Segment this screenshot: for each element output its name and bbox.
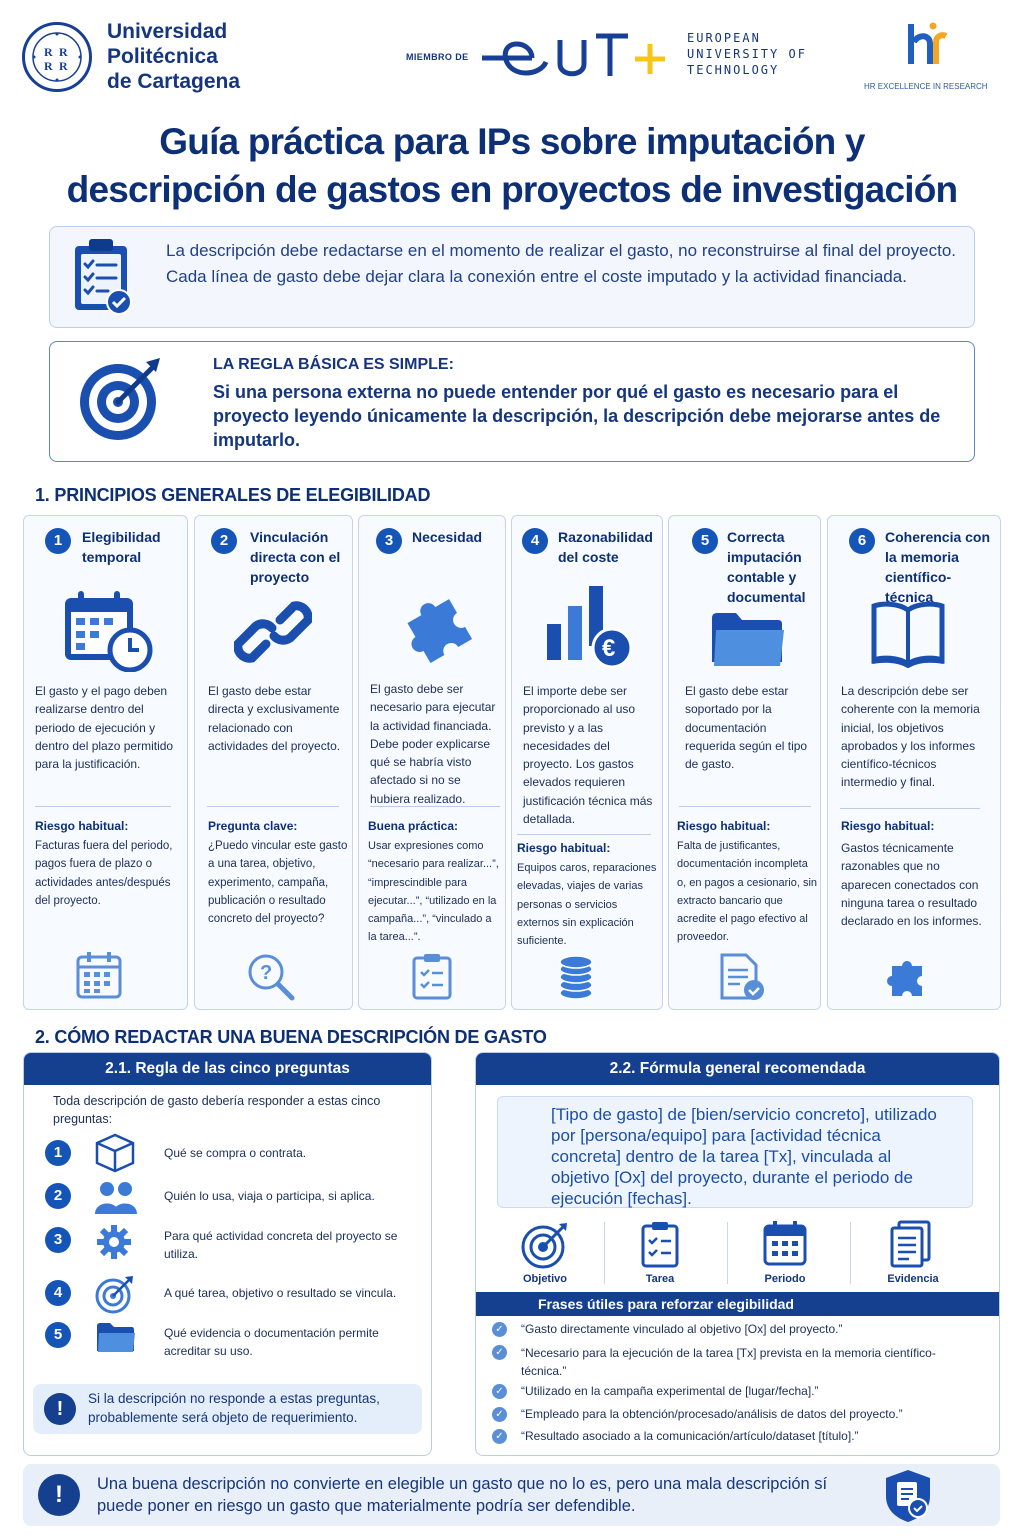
formula-text: [Tipo de gasto] de [bien/servicio concreto], utilizado por [persona/equipo] para [actividad técnica concreta] dentro de la tarea [Tx], vinculada al objetivo [Ox] del proyecto, durante el periodo de ejecución [fechas]. — [551, 1105, 937, 1208]
divider — [370, 806, 500, 807]
step-number: 5 — [692, 528, 718, 554]
useful-phrase: “Utilizado en la campaña experimental de [lugar/fecha].” — [521, 1384, 819, 1398]
question-text: A qué tarea, objetivo o resultado se vincula. — [164, 1286, 397, 1300]
clipboard-check-icon — [641, 1220, 679, 1273]
card-title: Coherencia con la memoria científico-técnica — [885, 529, 991, 605]
chain-link-icon — [234, 596, 312, 673]
panel-header: 2.1. Regla de las cinco preguntas — [24, 1053, 431, 1085]
check-icon: ✓ — [492, 1384, 507, 1399]
eut-name: EUROPEAN UNIVERSITY OF TECHNOLOGY — [687, 31, 807, 77]
divider — [35, 806, 171, 807]
useful-phrase: “Necesario para la ejecución de la tarea [Tx] prevista en la memoria científico-técnica.” — [521, 1346, 936, 1378]
question-text: Qué se compra o contrata. — [164, 1146, 307, 1160]
panel-header: 2.2. Fórmula general recomendada — [476, 1053, 999, 1085]
step-number: 3 — [45, 1227, 71, 1253]
card-subheading: Pregunta clave: — [208, 819, 298, 833]
svg-text:?: ? — [260, 962, 273, 984]
question-magnifier-icon — [246, 952, 298, 1007]
check-icon: ✓ — [492, 1345, 507, 1360]
icon-label: Objetivo — [522, 1273, 567, 1285]
check-icon: ✓ — [492, 1429, 507, 1444]
card-description: El gasto debe estar soportado por la documentación requerida según el tipo de gasto. — [685, 684, 808, 772]
icon-label: Evidencia — [887, 1273, 939, 1285]
step-number: 1 — [45, 528, 71, 554]
card-risk-text: ¿Puedo vincular este gasto a una tarea, objetivo, experimento, campaña, publicación o resultado concreto del proyecto? — [208, 840, 348, 926]
calendar-icon — [763, 1220, 807, 1271]
member-of-label: MIEMBRO DE — [406, 52, 469, 62]
card-risk-text: Equipos caros, reparaciones elevadas, viajes de varias personas o servicios externos sin explicación suficiente. — [517, 862, 657, 948]
card-title: Correcta imputación contable y documental — [727, 529, 806, 605]
divider — [604, 1222, 605, 1284]
card-description: El gasto debe estar directa y exclusivamente relacionado con actividades del proyecto. — [208, 684, 341, 753]
hr-excellence-logo — [900, 18, 950, 79]
target-icon — [521, 1221, 569, 1274]
card-risk-text: Usar expresiones como “necesario para realizar...”, “imprescindible para ejecutar...”, “utilizado en la campaña...”, “vinculado a la tarea...”. — [368, 840, 499, 944]
section-1-title: 1. PRINCIPIOS GENERALES DE ELEGIBILIDAD — [35, 485, 431, 505]
target-arrow-icon — [74, 352, 166, 449]
check-icon: ✓ — [492, 1322, 507, 1337]
university-name: Universidad Politécnica de Cartagena — [107, 20, 241, 93]
intro-text: La descripción debe redactarse en el momento de realizar el gasto, no reconstruirse al final del proyecto. Cada línea de gasto debe dejar clara la conexión entre el coste imputado y la actividad financiada. — [166, 241, 956, 286]
svg-text:R: R — [44, 45, 53, 59]
box-icon — [94, 1131, 136, 1178]
svg-text:R: R — [59, 45, 68, 59]
card-title: Vinculación directa con el proyecto — [250, 529, 341, 585]
clipboard-check-icon — [72, 236, 134, 323]
icon-label: Periodo — [764, 1273, 806, 1285]
card-description: El gasto y el pago deben realizarse dentro del periodo de ejecución y dentro del plazo permitido para la justificación. — [35, 684, 174, 772]
useful-phrase: “Gasto directamente vinculado al objetivo [Ox] del proyecto.” — [521, 1322, 843, 1336]
svg-text:R: R — [59, 59, 68, 73]
card-subheading: Riesgo habitual: — [841, 819, 935, 833]
step-number: 1 — [45, 1140, 71, 1166]
puzzle-icon — [884, 952, 934, 1005]
card-description: El importe debe ser proporcionado al uso previsto y a las necesidades del proyecto. Los gastos elevados requieren justificación técnica más detallada. — [523, 684, 653, 827]
step-number: 2 — [211, 528, 237, 554]
divider — [517, 834, 651, 835]
check-icon: ✓ — [492, 1407, 507, 1422]
step-number: 2 — [45, 1183, 71, 1209]
step-number: 3 — [376, 528, 402, 554]
card-risk-text: Facturas fuera del periodo, pagos fuera de plazo o actividades antes/después del proyecto. — [35, 840, 173, 907]
icon-label: Tarea — [645, 1273, 675, 1285]
divider — [207, 806, 339, 807]
card-subheading: Riesgo habitual: — [517, 841, 611, 855]
page-title: Guía práctica para IPs sobre imputación y descripción de gastos en proyectos de investigación — [66, 121, 958, 210]
divider — [840, 808, 980, 809]
calendar-icon — [75, 950, 123, 1005]
shield-document-icon — [882, 1468, 934, 1529]
bar-chart-euro-icon — [544, 584, 636, 675]
useful-phrase: “Empleado para la obtención/procesado/análisis de datos del proyecto.” — [521, 1407, 903, 1421]
card-title: Elegibilidad temporal — [82, 529, 161, 565]
coins-icon — [558, 955, 594, 1006]
hr-caption: HR EXCELLENCE IN RESEARCH — [864, 82, 988, 91]
card-title: Razonabilidad del coste — [558, 529, 653, 565]
card-description: El gasto debe ser necesario para ejecutar la actividad financiada. Debe poder explicarse qué se habría visto afectado si no se hubiera realizado. — [370, 682, 496, 806]
gear-icon — [96, 1224, 132, 1265]
document-check-icon — [718, 952, 766, 1007]
section-2-title: 2. CÓMO REDACTAR UNA BUENA DESCRIPCIÓN DE GASTO — [35, 1027, 547, 1047]
warning-icon: ! — [44, 1393, 76, 1425]
university-logo — [22, 22, 92, 92]
svg-text:R: R — [44, 59, 53, 73]
documents-icon — [889, 1220, 933, 1273]
svg-text:€: € — [602, 635, 616, 662]
target-icon — [95, 1274, 135, 1319]
frases-header: Frases útiles para reforzar elegibilidad — [476, 1292, 999, 1316]
step-number: 5 — [45, 1322, 71, 1348]
card-description: La descripción debe ser coherente con la memoria inicial, los objetivos aprobados y los informes científico-técnicos intermedio y final. — [841, 684, 980, 790]
bottom-note-text: Una buena descripción no convierte en elegible un gasto que no lo es, pero una mala descripción sí puede poner en riesgo un gasto que materialmente podría ser defendible. — [97, 1475, 828, 1515]
question-text: Para qué actividad concreta del proyecto se utiliza. — [164, 1229, 398, 1261]
eut-logo — [480, 22, 680, 89]
step-number: 4 — [522, 528, 548, 554]
question-text: Qué evidencia o documentación permite acreditar su uso. — [164, 1326, 379, 1358]
warning-icon: ! — [38, 1474, 80, 1516]
clipboard-check-icon — [411, 952, 453, 1005]
folder-icon — [710, 610, 786, 675]
calendar-clock-icon — [62, 588, 154, 677]
card-subheading: Riesgo habitual: — [35, 819, 129, 833]
rule-text: Si una persona externa no puede entender por qué el gasto es necesario para el proyecto leyendo únicamente la descripción, la descripción debe mejorarse antes de imputarlo. — [213, 382, 941, 450]
rule-heading: LA REGLA BÁSICA ES SIMPLE: — [213, 356, 454, 373]
question-text: Quién lo usa, viaja o participa, si aplica. — [164, 1189, 375, 1203]
questions-intro: Toda descripción de gasto debería responder a estas cinco preguntas: — [53, 1094, 381, 1126]
step-number: 4 — [45, 1280, 71, 1306]
puzzle-icon — [398, 584, 478, 669]
people-icon — [94, 1180, 138, 1221]
divider — [727, 1222, 728, 1284]
note-text: Si la descripción no responde a estas preguntas, probablemente será objeto de requerimiento. — [88, 1391, 380, 1425]
folder-icon — [96, 1322, 136, 1359]
principle-card — [194, 515, 353, 1010]
step-number: 6 — [849, 528, 875, 554]
card-risk-text: Falta de justificantes, documentación incompleta o, en pagos a cesionario, sin extracto bancario que acredite el pago efectivo al proveedor. — [677, 840, 818, 944]
open-book-icon — [870, 600, 946, 673]
card-subheading: Riesgo habitual: — [677, 819, 771, 833]
useful-phrase: “Resultado asociado a la comunicación/artículo/dataset [título].” — [521, 1429, 859, 1443]
card-risk-text: Gastos técnicamente razonables que no aparecen conectados con ninguna tarea o resultado declarado en los informes. — [841, 841, 982, 929]
card-title: Necesidad — [412, 529, 483, 545]
divider — [679, 806, 811, 807]
card-subheading: Buena práctica: — [368, 819, 459, 833]
divider — [850, 1222, 851, 1284]
